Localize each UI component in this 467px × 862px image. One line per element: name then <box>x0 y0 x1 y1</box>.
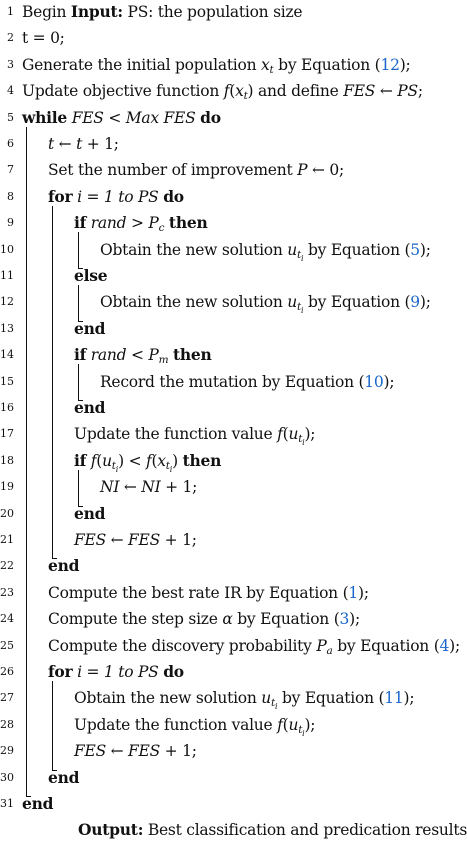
statement-text: ); <box>383 372 395 391</box>
algorithm-line <box>0 317 449 341</box>
statement-text: m <box>158 354 169 367</box>
algorithm-line <box>0 766 449 790</box>
keyword: while <box>22 107 68 127</box>
statement-text: t <box>243 90 248 103</box>
algorithm-line <box>0 660 449 684</box>
line-number: 30 <box>0 770 14 784</box>
statement-text: f <box>145 451 152 470</box>
algorithm-statement <box>22 79 423 108</box>
keyword: if <box>74 450 87 470</box>
statement-text: Update the function value <box>74 425 278 444</box>
statement-text: Max FES <box>125 108 196 127</box>
statement-text: rand <box>90 214 127 233</box>
statement-text: ); <box>419 240 431 259</box>
statement-text: FES <box>74 742 106 761</box>
statement-text: Obtain the new solution <box>100 293 288 312</box>
statement-text: ) < <box>118 451 146 470</box>
line-number: 1 <box>7 5 14 18</box>
keyword: end <box>74 503 106 523</box>
statement-text: by Equation ( <box>273 55 381 74</box>
algorithm-line <box>0 290 449 314</box>
algorithm-statement <box>74 528 197 552</box>
statement-text: P <box>297 161 308 180</box>
statement-text: i = 1 to PS <box>77 187 159 206</box>
statement-text: ( <box>282 425 289 444</box>
statement-text: ); <box>419 293 431 312</box>
line-number: 28 <box>0 717 14 731</box>
statement-text: u <box>261 689 272 708</box>
keyword: for <box>48 186 73 206</box>
statement-text: i <box>301 306 304 316</box>
statement-text: f <box>90 451 97 470</box>
statement-text: t <box>298 723 303 736</box>
block-end-tick <box>52 770 57 771</box>
statement-text: ( <box>229 82 236 101</box>
line-number: 13 <box>0 321 14 335</box>
line-number: 27 <box>0 691 14 705</box>
block-guide-line <box>78 285 79 321</box>
equation-reference[interactable]: 5 <box>410 240 420 259</box>
line-number: 6 <box>7 137 14 150</box>
statement-text: Obtain the new solution <box>100 240 288 259</box>
statement-text: Obtain the new solution <box>74 689 262 708</box>
statement-text: t <box>111 459 116 472</box>
statement-text: ); <box>349 610 360 629</box>
block-guide-line <box>52 681 53 770</box>
line-number: 26 <box>0 665 14 678</box>
statement-text: + 1; <box>160 531 197 549</box>
algorithm-line <box>0 686 449 710</box>
keyword: do <box>200 107 221 127</box>
equation-reference[interactable]: 1 <box>348 583 359 602</box>
statement-text: i <box>275 702 278 712</box>
statement-text: u <box>288 425 299 444</box>
equation-reference[interactable]: 10 <box>364 372 384 391</box>
line-number: 25 <box>0 638 14 652</box>
statement-text: ); <box>403 689 415 708</box>
algorithm-statement <box>22 53 410 82</box>
statement-text: rand <box>90 346 127 365</box>
statement-text: Generate the initial population <box>22 55 261 74</box>
algorithm-statement <box>74 211 207 240</box>
statement-text: i <box>302 438 305 448</box>
line-number: 9 <box>7 216 14 230</box>
statement-text: ← <box>119 478 142 497</box>
statement-text: t <box>298 433 303 446</box>
statement-text: t <box>269 63 274 76</box>
algorithm-line <box>0 422 449 446</box>
algorithm-line <box>0 713 449 737</box>
block-guide-line <box>78 364 79 400</box>
statement-text: FES <box>343 82 376 101</box>
statement-text: t <box>297 248 301 261</box>
algorithm-line <box>0 26 449 50</box>
statement-text: Update the function value <box>74 715 278 734</box>
statement-text: by Equation ( <box>303 293 411 312</box>
statement-text: t <box>48 135 54 153</box>
algorithm-line <box>0 739 449 763</box>
algorithm-line <box>0 185 449 209</box>
statement-text: u <box>287 240 298 259</box>
algorithm-line <box>0 79 449 103</box>
statement-text: NI <box>141 478 161 497</box>
keyword: then <box>168 213 208 233</box>
statement-text: P <box>148 214 159 233</box>
algorithm-line <box>0 211 449 235</box>
algorithm-statement <box>22 26 65 50</box>
statement-text: + 1; <box>82 135 119 153</box>
statement-text: P <box>316 636 327 655</box>
output-statement <box>78 818 467 842</box>
statement-text: ); <box>449 636 460 655</box>
line-number: 21 <box>0 533 14 546</box>
algorithm-line <box>0 343 449 367</box>
line-number: 31 <box>0 797 14 810</box>
line-number: 15 <box>0 374 14 388</box>
equation-reference[interactable]: 11 <box>384 689 404 708</box>
statement-text: i = 1 to PS <box>77 663 159 681</box>
statement-text: x <box>261 55 270 74</box>
algorithm-statement <box>48 607 360 631</box>
statement-text: Begin <box>22 3 71 21</box>
line-number: 7 <box>7 163 14 177</box>
statement-text: FES <box>71 108 104 127</box>
equation-reference[interactable]: 3 <box>339 610 350 629</box>
statement-text: by Equation ( <box>277 689 385 708</box>
statement-text: c <box>158 222 165 235</box>
line-number: 4 <box>7 84 14 98</box>
statement-text: Update objective function <box>22 82 224 101</box>
algorithm-line <box>0 792 449 816</box>
statement-text: by Equation ( <box>332 636 440 655</box>
keyword: do <box>163 662 184 681</box>
statement-text: ← <box>105 742 129 761</box>
keyword: if <box>74 213 87 233</box>
algorithm-statement <box>48 660 184 684</box>
algorithm-line <box>0 53 449 77</box>
block-end-tick <box>78 400 83 401</box>
algorithm-statement <box>48 158 344 182</box>
line-number: 2 <box>7 31 14 45</box>
line-number: 22 <box>0 559 14 573</box>
algorithm-line <box>0 449 449 473</box>
block-end-tick <box>26 796 31 797</box>
statement-text: FES <box>128 531 160 549</box>
statement-text: i <box>169 464 173 474</box>
statement-text: u <box>102 451 112 470</box>
statement-text: Record the mutation by Equation ( <box>100 372 365 391</box>
statement-text: ); <box>304 715 316 734</box>
algorithm-line <box>0 396 449 420</box>
statement-text: x <box>157 451 166 470</box>
line-number: 10 <box>0 242 14 256</box>
statement-text: ; <box>417 82 423 101</box>
algorithm-line <box>0 0 449 24</box>
statement-text: by Equation ( <box>303 240 411 259</box>
statement-text: Compute the discovery probability <box>48 636 317 655</box>
statement-text: ← <box>53 135 77 153</box>
statement-text: i <box>302 728 305 738</box>
algorithm-line <box>0 554 449 578</box>
algorithm-statement <box>100 370 394 394</box>
statement-text: < <box>126 346 149 365</box>
keyword: end <box>74 398 106 417</box>
line-number: 17 <box>0 427 14 441</box>
algorithm-line <box>0 475 449 499</box>
line-number: 19 <box>0 480 14 494</box>
statement-text: x <box>235 82 244 101</box>
algorithm-statement <box>48 581 369 605</box>
keyword: then <box>173 345 212 365</box>
algorithm-line <box>0 528 449 552</box>
statement-text: i <box>115 464 119 474</box>
equation-reference[interactable]: 9 <box>410 293 420 312</box>
statement-text: by Equation ( <box>232 610 340 629</box>
algorithm-statement <box>100 475 197 499</box>
keyword: end <box>22 794 54 813</box>
equation-reference[interactable]: 12 <box>380 55 400 74</box>
line-number: 18 <box>0 453 14 467</box>
statement-text: f <box>277 715 283 734</box>
block-end-tick <box>78 506 83 507</box>
algorithm-line <box>0 264 449 288</box>
equation-reference[interactable]: 4 <box>439 636 450 655</box>
block-guide-line <box>26 127 27 796</box>
statement-text: Best classification and predication results <box>143 821 467 840</box>
statement-text: t <box>297 301 301 314</box>
statement-text: t = 0; <box>22 29 65 48</box>
algorithm-line <box>0 634 460 658</box>
block-end-tick <box>78 321 83 322</box>
keyword: end <box>74 318 106 338</box>
algorithm-line <box>0 607 449 631</box>
statement-text: ( <box>151 451 158 470</box>
line-number: 24 <box>0 612 14 626</box>
statement-text: FES <box>74 531 106 549</box>
algorithm-line <box>0 132 449 156</box>
statement-text: t <box>76 135 83 153</box>
algorithm-line <box>0 581 449 605</box>
line-number: 16 <box>0 401 14 414</box>
statement-text: > <box>126 214 149 233</box>
statement-text: FES <box>128 742 160 761</box>
statement-text: Compute the best rate IR by Equation ( <box>48 583 349 602</box>
keyword: if <box>74 345 87 365</box>
line-number: 29 <box>0 744 14 758</box>
statement-text: < <box>103 108 126 127</box>
algorithm-line <box>0 158 449 182</box>
line-number: 12 <box>0 295 14 309</box>
line-number: 8 <box>7 189 14 203</box>
block-guide-line <box>52 206 53 559</box>
algorithm-statement <box>48 132 119 156</box>
statement-text: ); <box>358 583 369 602</box>
algorithm-statement <box>22 106 221 130</box>
line-number: 14 <box>0 348 14 362</box>
line-number: 5 <box>7 110 14 124</box>
statement-text: + 1; <box>160 742 197 761</box>
statement-text: u <box>287 293 298 312</box>
algorithm-line <box>0 106 449 130</box>
algorithm-statement <box>74 739 197 763</box>
statement-text: t <box>271 697 275 710</box>
keyword: for <box>48 662 73 681</box>
statement-text: t <box>165 459 170 472</box>
statement-text: ← <box>375 82 398 101</box>
statement-text: ) and define <box>247 82 344 101</box>
statement-text: ) <box>172 451 183 470</box>
statement-text: ( <box>96 451 103 470</box>
line-number: 20 <box>0 506 14 520</box>
keyword: Output: <box>78 820 144 840</box>
algorithm-line <box>0 238 449 262</box>
block-guide-line <box>78 232 79 268</box>
algorithm-line <box>0 370 449 394</box>
block-end-tick <box>78 268 83 269</box>
keyword: else <box>74 266 108 285</box>
statement-text: NI <box>100 478 120 497</box>
algorithm-statement <box>22 0 302 24</box>
keyword: end <box>48 556 80 576</box>
statement-text: i <box>301 253 304 263</box>
statement-text: a <box>326 644 333 657</box>
algorithm-statement <box>48 634 460 663</box>
statement-text: f <box>277 425 283 444</box>
block-guide-line <box>78 470 79 506</box>
statement-text: P <box>148 346 159 365</box>
line-number: 3 <box>7 57 14 71</box>
line-number: 23 <box>0 585 14 599</box>
block-end-tick <box>52 558 57 559</box>
statement-text: PS <box>397 82 418 101</box>
keyword: end <box>48 767 80 787</box>
line-number: 11 <box>0 269 14 282</box>
statement-text: ← 0; <box>307 161 344 180</box>
keyword: Input: <box>70 2 123 21</box>
algorithm-statement <box>74 343 212 372</box>
algorithm-statement <box>48 185 184 209</box>
statement-text: ← <box>105 531 129 549</box>
statement-text: Compute the step size <box>48 610 223 629</box>
statement-text: f <box>223 82 230 101</box>
statement-text: + 1; <box>160 478 198 497</box>
statement-text: PS: the population size <box>122 3 303 21</box>
statement-text: ); <box>399 55 411 74</box>
keyword: do <box>163 186 184 206</box>
algorithm-line <box>0 818 467 842</box>
statement-text: u <box>288 715 299 734</box>
keyword: then <box>182 450 222 470</box>
statement-text: ); <box>304 425 316 444</box>
statement-text: ( <box>282 715 289 734</box>
statement-text: Set the number of improvement <box>48 161 298 180</box>
algorithm-line <box>0 502 449 526</box>
statement-text: α <box>222 610 233 629</box>
